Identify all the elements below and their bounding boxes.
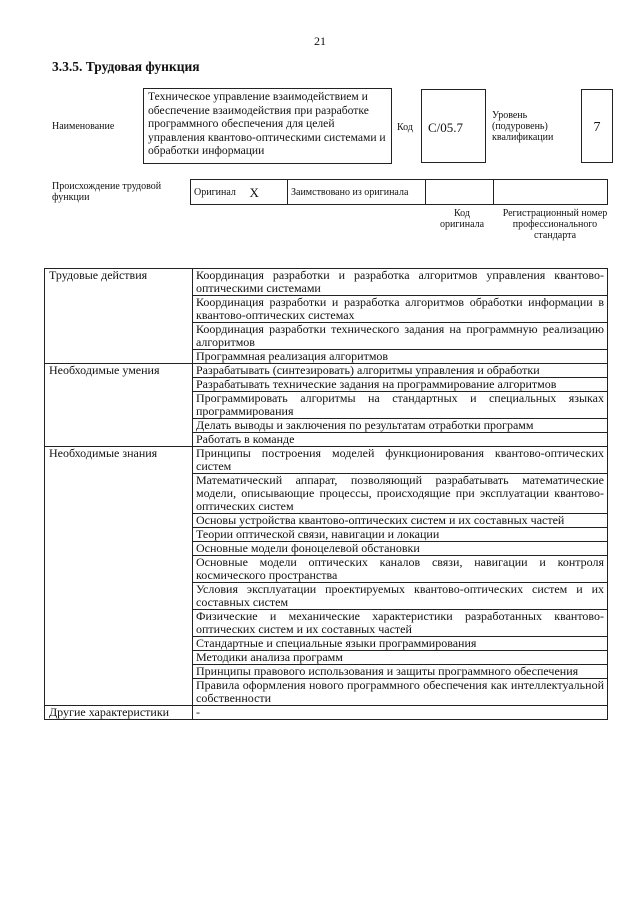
category-cell: Необходимые умения <box>45 364 193 447</box>
table-row <box>45 447 608 474</box>
code-value: C/05.7 <box>428 120 464 135</box>
labor-function-table <box>44 268 608 720</box>
table-row <box>45 706 608 720</box>
item-cell: Работать в команде <box>193 433 608 447</box>
category-cell: Необходимые знания <box>45 447 193 706</box>
origin-label: Происхождение трудовой функции <box>52 181 162 203</box>
table-row <box>45 364 608 378</box>
original-mark: X <box>249 184 259 200</box>
original-code-cell <box>426 180 494 205</box>
function-name-value: Техническое управление взаимодействием и обеспечение взаимодействия при разработке программного обеспечения для целей управления квантово-оптическими системами и обработки информации <box>148 90 386 158</box>
reg-number-caption: Регистрационный номер профессионального стандарта <box>502 208 608 241</box>
original-mark-cell <box>247 180 288 205</box>
code-original-caption: Код оригинала <box>439 208 485 230</box>
item-cell: Координация разработки технического задания на программную реализацию алгоритмов <box>193 323 608 350</box>
item-cell: Методики анализа программ <box>193 651 608 665</box>
item-cell: - <box>193 706 608 720</box>
code-value-box <box>421 89 486 163</box>
item-cell: Физические и механические характеристики разработанных квантово-оптических систем и их составных частей <box>193 610 608 637</box>
item-cell: Программная реализация алгоритмов <box>193 350 608 364</box>
original-label-cell <box>191 180 247 205</box>
item-cell: Условия эксплуатации проектируемых квантово-оптических систем и их составных систем <box>193 583 608 610</box>
item-cell: Математический аппарат, позволяющий разрабатывать математические модели, описывающие процессы, происходящие при эксплуатации квантово-оптических систем <box>193 474 608 514</box>
reg-number-cell <box>494 180 608 205</box>
table-row <box>45 269 608 296</box>
category-cell: Трудовые действия <box>45 269 193 364</box>
item-cell: Программировать алгоритмы на стандартных и специальных языках программирования <box>193 392 608 419</box>
section-title: 3.3.5. Трудовая функция <box>52 59 200 74</box>
page-number: 21 <box>314 34 326 48</box>
item-cell: Теории оптической связи, навигации и локации <box>193 528 608 542</box>
borrowed-label: Заимствовано из оригинала <box>291 186 409 198</box>
item-cell: Стандартные и специальные языки программирования <box>193 637 608 651</box>
origin-table <box>190 179 608 205</box>
item-cell: Принципы построения моделей функционирования квантово-оптических систем <box>193 447 608 474</box>
borrowed-cell <box>288 180 426 205</box>
item-cell: Делать выводы и заключения по результатам отработки программ <box>193 419 608 433</box>
item-cell: Координация разработки и разработка алгоритмов обработки информации в квантово-оптических системах <box>193 296 608 323</box>
item-cell: Разрабатывать (синтезировать) алгоритмы управления и обработки <box>193 364 608 378</box>
level-value-box <box>581 89 613 163</box>
item-cell: Координация разработки и разработка алгоритмов управления квантово-оптическими системами <box>193 269 608 296</box>
category-cell: Другие характеристики <box>45 706 193 720</box>
item-cell: Разрабатывать технические задания на программирование алгоритмов <box>193 378 608 392</box>
original-label: Оригинал <box>194 186 236 198</box>
item-cell: Основы устройства квантово-оптических систем и их составных частей <box>193 514 608 528</box>
name-label: Наименование <box>52 121 115 132</box>
item-cell: Основные модели оптических каналов связи, навигации и контроля космического пространства <box>193 556 608 583</box>
function-name-box <box>143 88 392 164</box>
item-cell: Основные модели фоноцелевой обстановки <box>193 542 608 556</box>
item-cell: Принципы правового использования и защиты программного обеспечения <box>193 665 608 679</box>
code-label: Код <box>397 122 413 133</box>
level-value: 7 <box>593 120 601 135</box>
item-cell: Правила оформления нового программного обеспечения как интеллектуальной собственности <box>193 679 608 706</box>
level-label: Уровень (подуровень) квалификации <box>492 110 554 143</box>
